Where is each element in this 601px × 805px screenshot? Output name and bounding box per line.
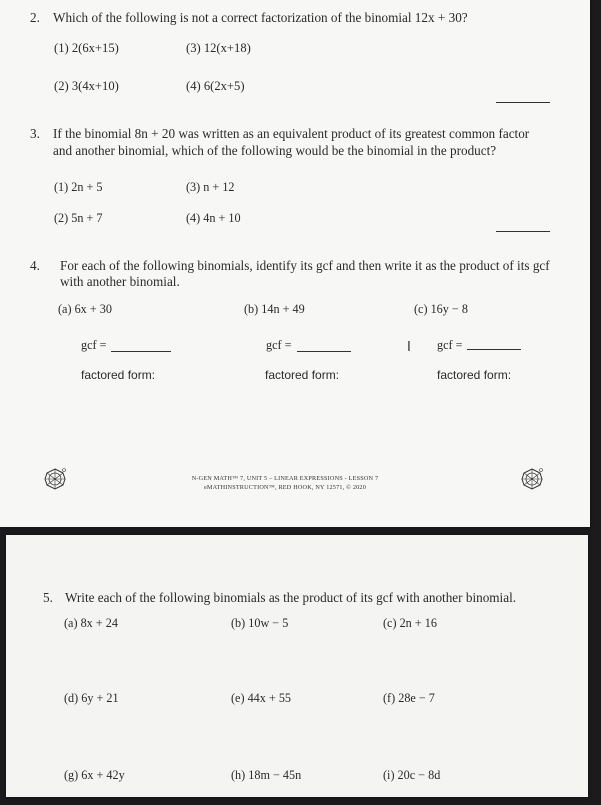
question-5-part-d: (d) 6y + 21 (64, 691, 119, 705)
question-5-text: Write each of the following binomials as the product of its gcf with another binomial. (65, 590, 517, 605)
question-4-part-c-factored-label: factored form: (437, 368, 512, 382)
question-3-line-1: If the binomial 8n + 20 was written as an equivalent product of its greatest common factor (53, 126, 530, 141)
question-2-option-3: (3) 12(x+18) (186, 41, 251, 55)
worksheet-page-2 (6, 535, 588, 797)
question-3-option-1: (1) 2n + 5 (54, 180, 103, 194)
question-3-answer-blank[interactable] (496, 231, 550, 232)
question-2-number: 2. (30, 10, 40, 25)
question-2-option-1: (1) 2(6x+15) (54, 41, 119, 55)
question-4-number: 4. (30, 258, 40, 273)
question-4-line-2: with another binomial. (60, 274, 180, 289)
question-4-part-a-gcf-label: gcf = (81, 338, 107, 352)
question-4-part-a-gcf-blank[interactable] (111, 351, 171, 352)
question-4-part-b-gcf-blank[interactable] (297, 351, 351, 352)
question-2-option-2: (2) 3(4x+10) (54, 79, 119, 93)
question-4-part-a-factored-label: factored form: (81, 368, 156, 382)
question-4-part-b-factored-label: factored form: (265, 368, 340, 382)
question-4-part-b-gcf-label: gcf = (266, 338, 292, 352)
footer-line-1: N-GEN MATH™ 7, UNIT 5 – LINEAR EXPRESSIONS - LESSON 7 (191, 475, 379, 482)
question-5-part-e: (e) 44x + 55 (231, 691, 292, 705)
question-5-part-c: (c) 2n + 16 (383, 616, 437, 630)
question-3-option-4: (4) 4n + 10 (186, 211, 241, 225)
question-3-number: 3. (30, 126, 40, 141)
emathinstruction-logo-icon (43, 467, 67, 491)
footer-text (180, 474, 390, 492)
question-5-part-f: (f) 28e − 7 (383, 691, 435, 705)
footer-line-2: eMATHINSTRUCTION™, RED HOOK, NY 12571, © 2020 (203, 484, 366, 491)
question-5-part-g: (g) 6x + 42y (64, 768, 125, 782)
question-4-line-1: For each of the following binomials, identify its gcf and then write it as the product of its gcf (60, 258, 550, 273)
question-2-text: Which of the following is not a correct factorization of the binomial 12x + 30? (53, 10, 468, 25)
question-4-part-b-label: (b) 14n + 49 (244, 302, 305, 316)
question-2-option-4: (4) 6(2x+5) (186, 79, 245, 93)
question-3-option-2: (2) 5n + 7 (54, 211, 103, 225)
text-cursor-icon: Ι (407, 340, 411, 355)
question-2-answer-blank[interactable] (496, 102, 550, 103)
question-5-part-a: (a) 8x + 24 (64, 616, 118, 630)
question-3-option-3: (3) n + 12 (186, 180, 235, 194)
question-5-number: 5. (43, 590, 53, 605)
question-5-part-b: (b) 10w − 5 (231, 616, 289, 630)
question-4-part-c-gcf-label: gcf = (437, 338, 463, 352)
question-3-line-2: and another binomial, which of the following would be the binomial in the product? (53, 143, 497, 158)
emathinstruction-logo-icon (520, 467, 544, 491)
question-5-part-i: (i) 20c − 8d (383, 768, 441, 782)
question-5-part-h: (h) 18m − 45n (231, 768, 302, 782)
question-4-part-c-gcf-blank[interactable] (467, 349, 521, 350)
question-4-part-c-label: (c) 16y − 8 (414, 302, 468, 316)
question-4-part-a-label: (a) 6x + 30 (58, 302, 112, 316)
